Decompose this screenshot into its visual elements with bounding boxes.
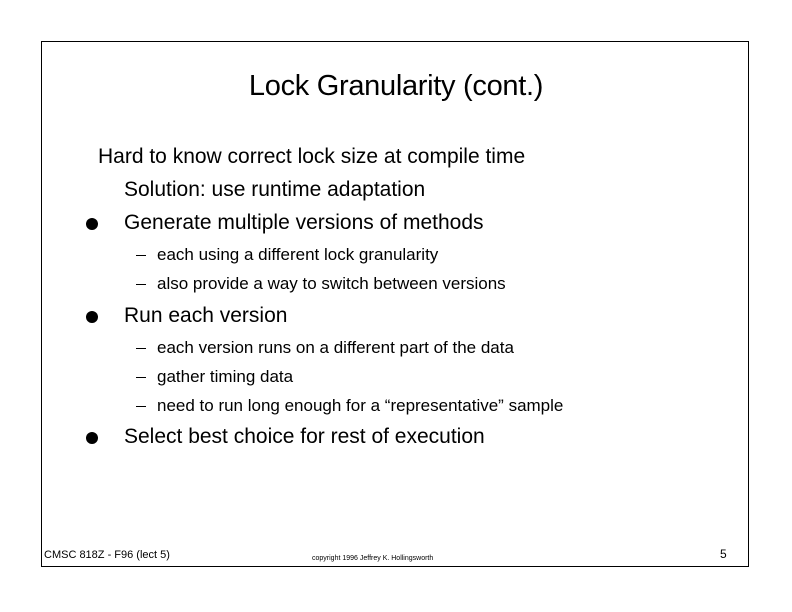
bullet-icon — [86, 311, 98, 323]
bullet-3-text: Select best choice for rest of execution — [124, 425, 485, 448]
page-number: 5 — [720, 547, 727, 561]
bullet-icon — [86, 218, 98, 230]
footer-copyright: copyright 1996 Jeffrey K. Hollingsworth — [312, 555, 434, 562]
bullet-2-text: Run each version — [124, 304, 288, 327]
footer-course: CMSC 818Z - F96 (lect 5) — [44, 549, 170, 561]
dash-icon — [136, 406, 146, 407]
bullet-1-sub-1: each using a different lock granularity — [157, 245, 439, 264]
intro-text: Hard to know correct lock size at compile time — [98, 145, 526, 168]
dash-icon — [136, 284, 146, 285]
dash-icon — [136, 255, 146, 256]
bullet-2-sub-1: each version runs on a different part of the data — [157, 338, 514, 357]
bullet-2-sub-3: need to run long enough for a “representative” sample — [157, 396, 564, 415]
dash-icon — [136, 348, 146, 349]
bullet-1-text: Generate multiple versions of methods — [124, 211, 484, 234]
solution-text: Solution: use runtime adaptation — [124, 178, 426, 201]
slide-title: Lock Granularity (cont.) — [248, 70, 544, 102]
dash-icon — [136, 377, 146, 378]
bullet-2-sub-2: gather timing data — [157, 367, 294, 386]
bullet-icon — [86, 432, 98, 444]
bullet-1-sub-2: also provide a way to switch between versions — [157, 274, 506, 293]
